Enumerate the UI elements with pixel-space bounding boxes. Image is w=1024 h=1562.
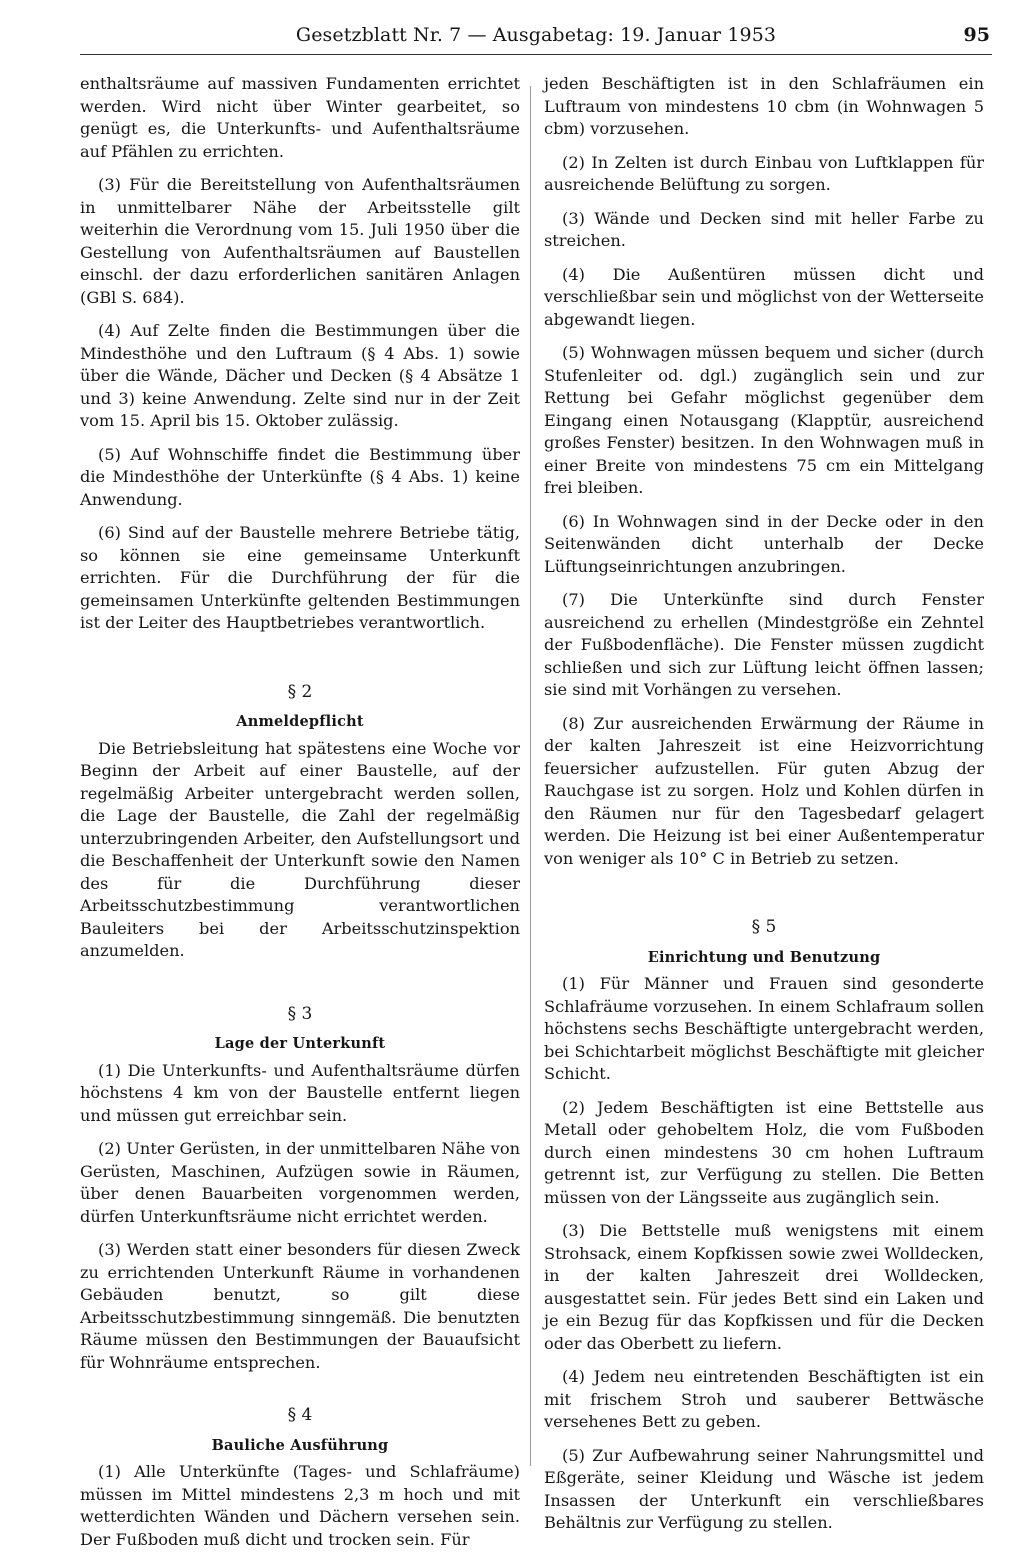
section-sign: § 5 [751, 917, 777, 937]
paragraph: (5) Auf Wohnschiffe findet die Bestimmung über die Mindesthöhe der Unterkünfte (§ 4 Abs. 1) keine Anwendung. [80, 444, 520, 509]
section-title: Einrichtung und Benutzung [647, 948, 881, 966]
paragraph: (4) Jedem neu eintretenden Beschäftigten ist ein mit frischem Stroh und sauberer Bettwäsche versehenes Bett zu geben. [544, 1367, 984, 1431]
paragraph: (7) Die Unterkünfte sind durch Fenster ausreichend zu erhellen (Mindestgröße ein Zehntel der Fußbodenfläche). Die Fenster müssen zugdicht schließen und sich zur Lüftung leicht öffnen lassen; sie sind mit Vorhängen zu versehen. [544, 590, 984, 699]
paragraph: (6) Sind auf der Baustelle mehrere Betriebe tätig, so können sie eine gemeinsame Unterkunft errichten. Für die Durchführung der für die gemeinsamen Unterkünfte geltenden Bestimmungen ist der Leiter des Hauptbetriebes verantwortlich. [80, 523, 520, 632]
section-title: Anmeldepflicht [236, 713, 364, 730]
paragraph: (3) Werden statt einer besonders für diesen Zweck zu errichtenden Unterkunft Räume in vorhandenen Gebäuden benutzt, so gilt diese Arbeitsschutzbestimmung sinngemäß. Die benutzten Räume müssen den Bestimmungen der Bauaufsicht für Wohnräume entsprechen. [80, 1240, 520, 1372]
paragraph: (3) Die Bettstelle muß wenigstens mit einem Strohsack, einem Kopfkissen sowie zwei Wolldecken, in der kalten Jahreszeit drei Wolldecken, ausgestattet sein. Für jedes Bett sind ein Laken und je ein Bezug für das Kopfkissen und für die Decken oder das Oberbett zu liefern. [544, 1221, 984, 1353]
column-divider [530, 86, 531, 1466]
paragraph: (5) Zur Aufbewahrung seiner Nahrungsmittel und Eßgeräte, seiner Kleidung und Wäsche ist jedem Insassen der Unterkunft ein verschließbares Behältnis zur Verfügung zu stellen. [544, 1445, 984, 1532]
paragraph: (1) Die Unterkunfts- und Aufenthaltsräume dürfen höchstens 4 km von der Baustelle entfernt liegen und müssen gut erreichbar sein. [80, 1060, 520, 1125]
paragraph: (4) Die Außentüren müssen dicht und verschließbar sein und möglichst von der Wetterseite abgewandt liegen. [544, 264, 984, 329]
paragraph: (1) Für Männer und Frauen sind gesonderte Schlafräume vorzusehen. In einem Schlafraum sollen höchstens sechs Beschäftigte untergebracht werden, bei Schichtarbeit möglichst Beschäftigte mit gleicher Schicht. [544, 974, 984, 1083]
left-column [80, 73, 520, 1562]
section-sign: § 2 [287, 681, 313, 702]
paragraph: (6) In Wohnwagen sind in der Decke oder in den Seitenwänden dicht unterhalb der Decke Lüftungseinrichtungen anzubringen. [544, 511, 984, 576]
paragraph: (3) Wände und Decken sind mit heller Farbe zu streichen. [544, 208, 984, 250]
section-title: Bauliche Ausführung [211, 1436, 389, 1454]
section-title: Lage der Unterkunft [214, 1035, 386, 1052]
paragraph: enthaltsräume auf massiven Fundamenten errichtet werden. Wird nicht über Winter gearbeitet, so genügt es, die Unterkunfts- und Aufenthaltsräume auf Pfählen zu errichten. [80, 74, 520, 161]
paragraph: Die Betriebsleitung hat spätestens eine Woche vor Beginn der Arbeit auf einer Baustelle, auf der regelmäßig Arbeiter untergebracht werden sollen, die Lage der Baustelle, die Zahl der regelmäßig unterzubringenden Arbeiter, den Aufstellungsort und die Beschaffenheit der Unterkunft sowie den Namen des für die Durchführung dieser Arbeitsschutzbestimmung verantwortlichen Bauleiters bei der Arbeitsschutzinspektion anzumelden. [80, 738, 520, 960]
paragraph: (2) Jedem Beschäftigten ist eine Bettstelle aus Metall oder gehobeltem Holz, die vom Fußboden durch einen mindestens 30 cm hohen Luftraum getrennt ist, zur Verfügung zu stellen. Die Betten müssen von der Längsseite aus zugänglich sein. [544, 1097, 984, 1207]
paragraph: (8) Zur ausreichenden Erwärmung der Räume in der kalten Jahreszeit ist eine Heizvorrichtung feuersicher aufzustellen. Für guten Abzug der Rauchgase ist zu sorgen. Holz und Kohlen dürfen in den Räumen nur für den Tagesbedarf gelagert werden. Die Heizung ist bei einer Außentemperatur von weniger als 10° C in Betrieb zu setzen. [544, 713, 984, 868]
paragraph: jeden Beschäftigten ist in den Schlafräumen ein Luftraum von mindestens 10 cbm (in Wohnwagen 5 cbm) vorzusehen. [544, 74, 984, 138]
paragraph: (2) In Zelten ist durch Einbau von Luftklappen für ausreichende Belüftung zu sorgen. [544, 152, 984, 194]
paragraph: (4) Auf Zelte finden die Bestimmungen über die Mindesthöhe und den Luftraum (§ 4 Abs. 1) sowie über die Wände, Dächer und Decken (§ 4 Absätze 1 und 3) keine Anwendung. Zelte sind nur in der Zeit vom 15. April bis 15. Oktober zulässig. [80, 321, 520, 430]
right-column [544, 73, 984, 1546]
paragraph: (3) Für die Bereitstellung von Aufenthaltsräumen in unmittelbarer Nähe der Arbeitsstelle gilt weiterhin die Verordnung vom 15. Juli 1950 über die Gestellung von Aufenthaltsräumen auf Baustellen einschl. der dazu erforderlichen sanitären Anlagen (GBl S. 684). [80, 175, 520, 307]
paragraph: (1) Alle Unterkünfte (Tages- und Schlafräume) müssen im Mittel mindestens 2,3 m hoch und mit wetterdichten Wänden und Dächern versehen sein. Der Fußboden muß dicht und trocken sein. Für [80, 1462, 520, 1549]
page-header [80, 22, 992, 55]
header-title: Gesetzblatt Nr. 7 — Ausgabetag: 19. Januar 1953 [295, 24, 777, 46]
paragraph: (2) Unter Gerüsten, in der unmittelbaren Nähe von Gerüsten, Maschinen, Aufzügen sowie in Räumen, über denen Bauarbeiten vorgenommen werden, dürfen Unterkunftsräume nicht errichtet werden. [80, 1139, 520, 1226]
page-number: 95 [963, 24, 990, 46]
section-sign: § 4 [287, 1405, 313, 1425]
section-sign: § 3 [287, 1003, 313, 1024]
paragraph: (5) Wohnwagen müssen bequem und sicher (durch Stufenleiter od. dgl.) zugänglich sein und zur Rettung bei Gefahr möglichst gegenüber dem Eingang einen Notausgang (Klapptür, ausreichend großes Fenster) besitzen. In den Wohnwagen muß in einer Breite von mindestens 75 cm ein Mittelgang frei bleiben. [544, 343, 984, 497]
